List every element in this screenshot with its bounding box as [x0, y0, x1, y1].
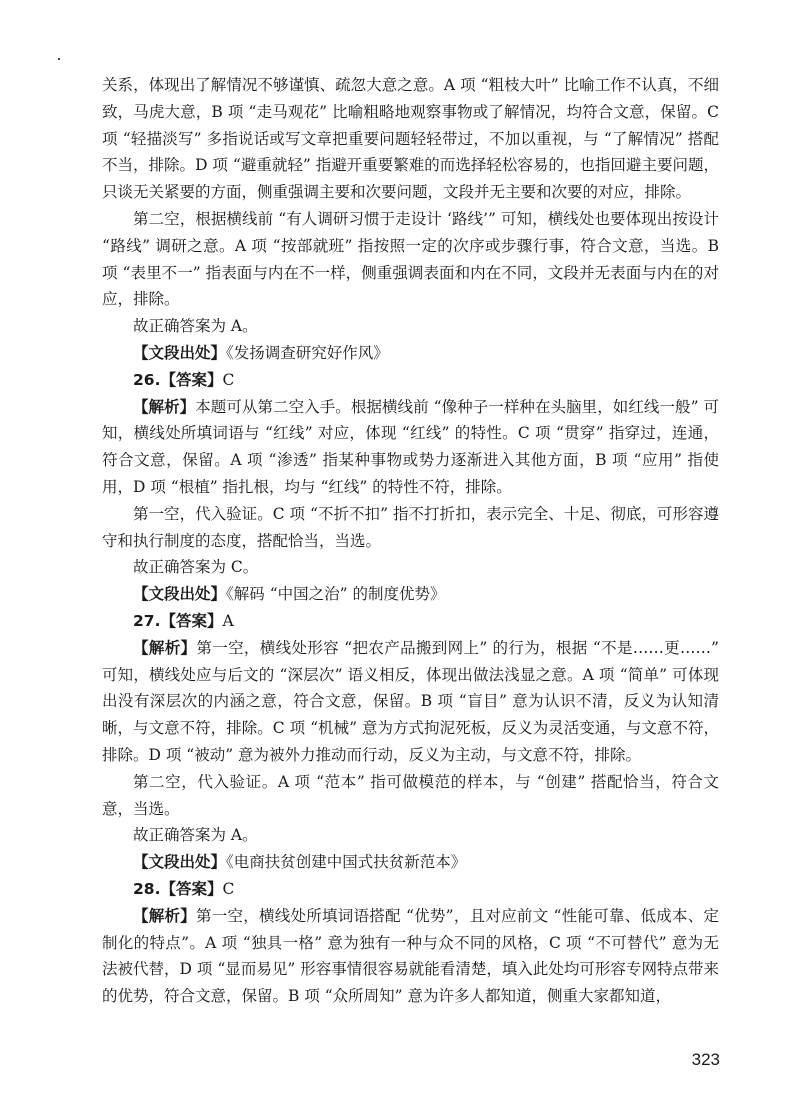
page-number: 323	[691, 1050, 720, 1069]
paragraph-text: 《发扬调查研究好作风》	[226, 343, 389, 362]
paragraph-text: 本题可从第二空入手。根据横线前 “像种子一样种在头脑里，如红线一般” 可知，横线处所填词语与 “红线” 对应，体现 “红线” 的特性。C 项 “贯穿” 指穿过，连通，符合文意，保留。A 项 “渗透” 指某种事物或势力逐渐进入其他方面，B 项 “应用” 指使用，D 项 “根植” 指扎根，均与 “红线” 的特性不符，排除。	[102, 397, 719, 496]
paragraph	[102, 313, 719, 340]
paragraph-label: 【解析】	[133, 397, 196, 416]
labeled-paragraph	[102, 340, 719, 367]
paragraph-label: 【文段出处】	[133, 343, 227, 362]
paragraph-text: 关系，体现出了解情况不够谨慎、疏忽大意之意。A 项 “粗枝大叶” 比喻工作不认真，不细致，马虎大意，B 项 “走马观花” 比喻粗略地观察事物或了解情况，均符合文意，保留。C 项 “轻描淡写” 多指说话或写文章把重要问题轻轻带过，不加以重视，与 “了解情况” 搭配不当，排除。D 项 “避重就轻” 指避开重要繁难的而选择轻松容易的，也指回避主要问题，只谈无关紧要的方面，侧重强调主要和次要问题，文段并无主要和次要的对应，排除。	[102, 76, 719, 202]
paragraph-text: 第二空，代入验证。A 项 “范本” 指可做模范的样本，与 “创建” 搭配恰当，符合文意，当选。	[102, 772, 719, 818]
paragraph	[102, 769, 719, 823]
paragraph-label: 【文段出处】	[133, 853, 227, 872]
paragraph-text: 故正确答案为 A。	[133, 317, 258, 336]
labeled-paragraph	[102, 876, 719, 903]
paragraph	[102, 554, 719, 581]
paragraph-text: 《电商扶贫创建中国式扶贫新范本》	[226, 853, 467, 872]
paragraph-label: 【解析】	[133, 906, 197, 925]
labeled-paragraph	[102, 581, 719, 608]
paragraph-label: 26.【答案】	[133, 370, 223, 389]
labeled-paragraph	[102, 903, 719, 1010]
paragraph-text: A	[222, 611, 234, 630]
scan-mark	[58, 58, 60, 60]
paragraph-label: 28.【答案】	[133, 879, 223, 898]
paragraph-text: 故正确答案为 C。	[133, 558, 259, 577]
paragraph	[102, 72, 719, 206]
paragraph-text: C	[222, 370, 235, 389]
paragraph	[102, 206, 719, 313]
paragraph-text: 故正确答案为 A。	[133, 826, 258, 845]
paragraph-label: 27.【答案】	[133, 611, 223, 630]
paragraph-label: 【解析】	[133, 638, 197, 657]
labeled-paragraph	[102, 849, 719, 876]
paragraph-label: 【文段出处】	[133, 585, 227, 604]
paragraph	[102, 822, 719, 849]
paragraph-text: 《解码 “中国之治” 的制度优势》	[226, 585, 446, 604]
page-body	[102, 72, 719, 1010]
labeled-paragraph	[102, 608, 719, 635]
paragraph-text: 第一空，横线处形容 “把农产品搬到网上” 的行为，根据 “不是……更……” 可知，横线处应与后文的 “深层次” 语义相反，体现出做法浅显之意。A 项 “简单” 可体现出没有深层次的内涵之意，符合文意，保留。B 项 “盲目” 意为认识不清，反义为认知清晰，与文意不符，排除。C 项 “机械” 意为方式拘泥死板，反义为灵活变通，与文意不符，排除。D 项 “被动” 意为被外力推动而行动，反义为主动，与文意不符，排除。	[102, 638, 719, 764]
labeled-paragraph	[102, 367, 719, 394]
paragraph-text: 第一空，横线处所填词语搭配 “优势”，且对应前文 “性能可靠、低成本、定制化的特点”。A 项 “独具一格” 意为独有一种与众不同的风格，C 项 “不可替代” 意为无法被代替，D 项 “显而易见” 形容事情很容易就能看清楚，填入此处均可形容专网特点带来的优势，符合文意，保留。B 项 “众所周知” 意为许多人都知道，侧重大家都知道，	[102, 906, 719, 1006]
labeled-paragraph	[102, 394, 719, 501]
labeled-paragraph	[102, 635, 719, 769]
paragraph-text: C	[222, 879, 235, 898]
paragraph	[102, 501, 719, 555]
paragraph-text: 第一空，代入验证。C 项 “不折不扣” 指不打折扣，表示完全、十足、彻底，可形容遵守和执行制度的态度，搭配恰当，当选。	[102, 504, 719, 550]
paragraph-text: 第二空，根据横线前 “有人调研习惯于走设计 ‘路线’” 可知，横线处也要体现出按设计 “路线” 调研之意。A 项 “按部就班” 指按照一定的次序或步骤行事，符合文意，当选。B 项 “表里不一” 指表面与内在不一样，侧重强调表面和内在不同，文段并无表面与内在的对应，排除。	[102, 209, 719, 309]
